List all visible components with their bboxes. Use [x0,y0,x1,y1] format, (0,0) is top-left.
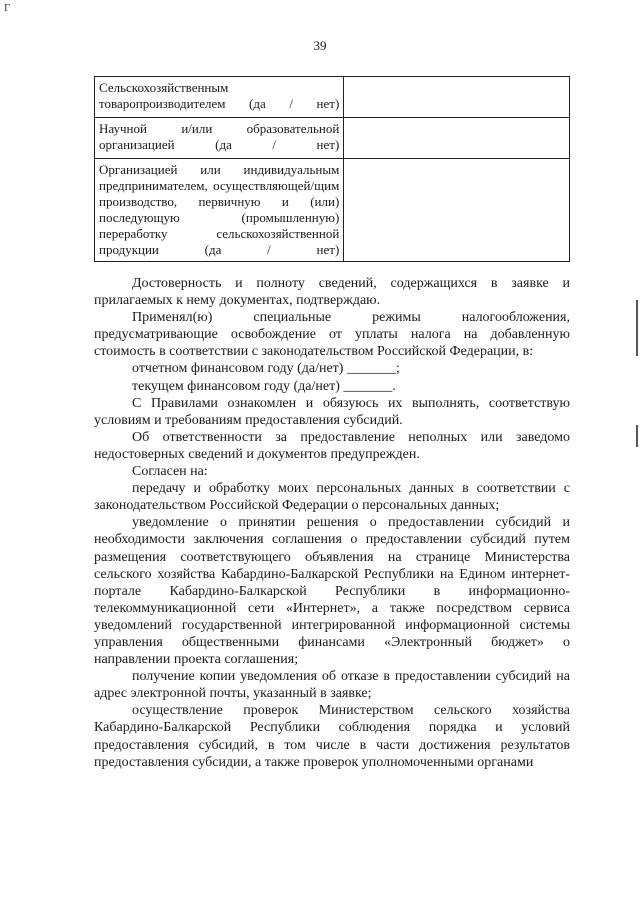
paragraph: отчетном финансовом году (да/нет) _______; [132,361,400,377]
paragraph: Достоверность и полноту сведений, содержащихся в заявке и прилагаемых к нему документах, подтверждаю. [94,276,570,309]
paragraph: осуществление проверок Министерством сельского хозяйства Кабардино-Балкарской Республики соблюдения порядка и условий предоставления субсидий, в том числе в части достижения результатов предоставления субсидии, а также проверок уполномоченными органами [94,703,570,770]
table-cell-value [344,159,570,262]
paragraph: уведомление о принятии решения о предоставлении субсидий и необходимости заключения соглашения о предоставлении субсидий путем размещения соответствующего объявления на странице Министерства сельского хозяйства Кабардино-Балкарской Республики на Едином интернет-портале Кабардино-Балкарской Республики в информационно-телекоммуникационной сети «Интернет», а также посредством сервиса уведомлений государственной интегрированной информационной системы управления общественными финансами «Электронный бюджет» о направлении проекта соглашения; [94,515,570,668]
corner-mark: Г [4,2,11,14]
paragraph: Согласен на: [132,464,208,480]
table-cell-value [344,77,570,118]
table-cell-label: Научной и/или образовательной организацией (да / нет) [95,118,344,159]
page-number: 39 [313,38,327,53]
table-cell-label: Организацией или индивидуальным предпринимателем, осуществляющей/щим производство, первичную и (или) последующую (промышленную) переработку сельскохозяйственной продукции (да / нет) [95,159,344,262]
table-row [95,159,570,262]
table-row [95,77,570,118]
applicant-status-table [94,76,570,262]
scan-edge-mark [636,300,638,356]
paragraph: текущем финансовом году (да/нет) _______. [132,378,396,394]
paragraph: получение копии уведомления об отказе в предоставлении субсидий на адрес электронной почты, указанный в заявке; [94,669,570,702]
table-row [95,118,570,159]
scan-edge-mark [636,425,638,447]
table-cell-label: Сельскохозяйственным товаропроизводителем (да / нет) [95,77,344,118]
paragraph: передачу и обработку моих персональных данных в соответствии с законодательством Российской Федерации о персональных данных; [94,481,570,514]
paragraph: С Правилами ознакомлен и обязуюсь их выполнять, соответствую условиям и требованиям предоставления субсидий. [94,395,570,428]
paragraph: Об ответственности за предоставление неполных или заведомо недостоверных сведений и документов предупрежден. [94,429,570,462]
paragraph: Применял(ю) специальные режимы налогообложения, предусматривающие освобождение от уплаты налога на добавленную стоимость в соответствии с законодательством Российской Федерации, в: [94,310,570,360]
table-cell-value [344,118,570,159]
document-body [94,275,570,771]
